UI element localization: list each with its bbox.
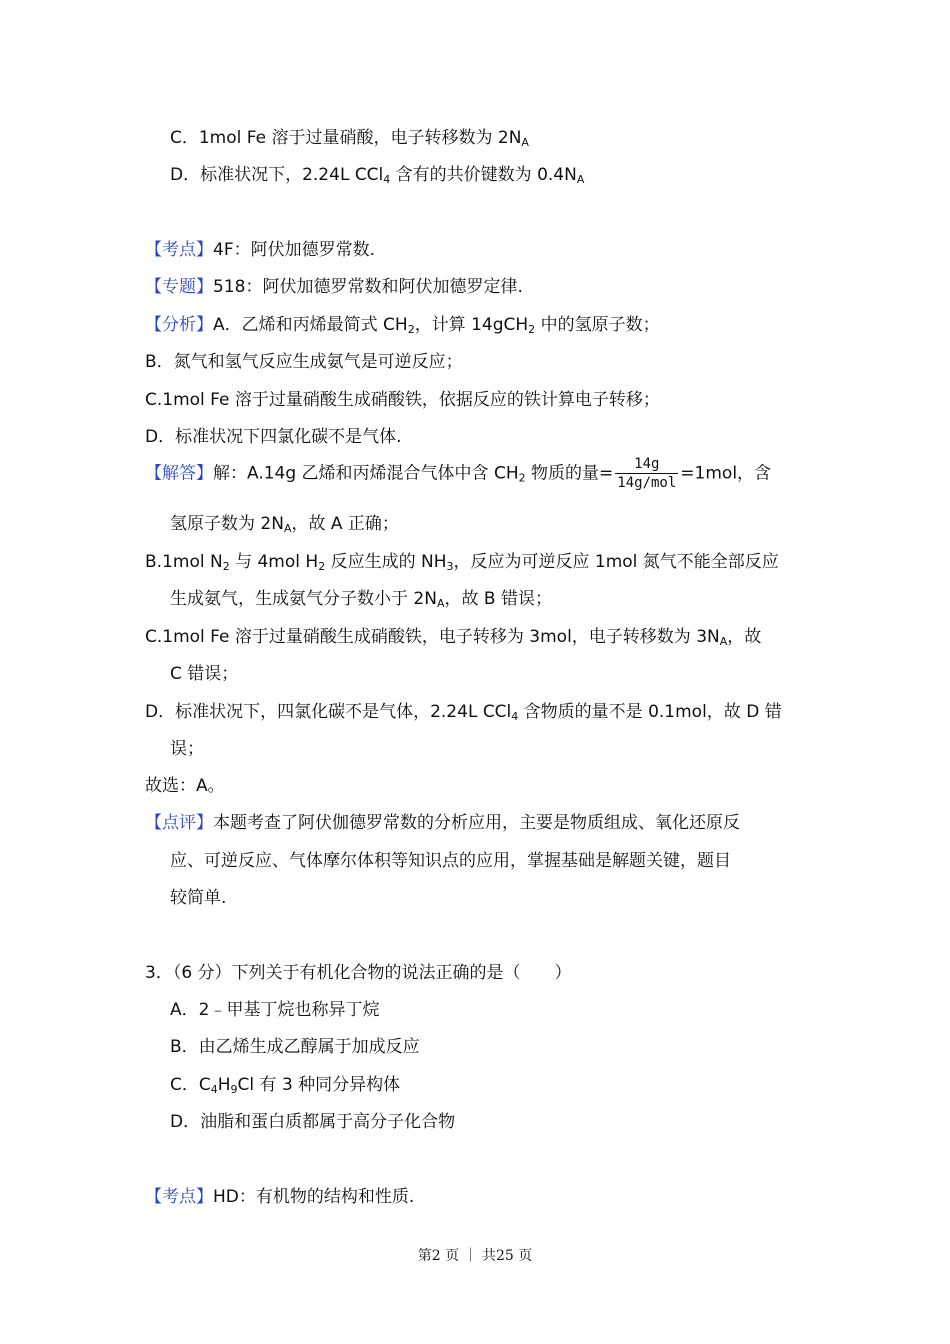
jieda: 【解答】解：A.14g 乙烯和丙烯混合气体中含 $CH_2$ 物质的量= $\frac{14g}{\text{14g/mol}}$ =1mol，含: [145, 456, 772, 491]
fraction-numerator: 14g: [615, 455, 678, 474]
jieda-d2: 误；: [170, 739, 204, 759]
option-c: C．1mol Fe 溶于过量硝酸，电子转移数为 $2N_A$: [170, 128, 529, 149]
fraction-denominator: 14g/mol: [617, 475, 677, 491]
dianping: 【点评】本题考查了阿伏伽德罗常数的分析应用，主要是物质组成、氧化还原反: [145, 813, 740, 833]
page-footer: 第2 页 ｜ 共25 页: [417, 1248, 533, 1264]
jieda-label: 【解答】: [145, 463, 213, 484]
fraction: [615, 455, 678, 492]
fenxi-b: B．氮气和氢气反应生成氨气是可逆反应；: [145, 352, 463, 372]
question-3-option-c: C．$C_4H_9Cl$ 有 3 种同分异构体: [170, 1075, 401, 1096]
kaodian-1: 【考点】4F：阿伏加德罗常数.: [145, 240, 375, 260]
zhuanti: 【专题】518：阿伏加德罗常数和阿伏加德罗定律.: [145, 277, 523, 297]
fenxi-label: 【分析】: [145, 315, 213, 335]
jieda-d1: D．标准状况下，四氯化碳不是气体，2.24L CCl$_4$ 含物质的量不是 0.1mol，故 D 错: [145, 702, 782, 723]
jieda-a2: 氢原子数为 $2N_A$，故 A 正确；: [170, 514, 399, 535]
fenxi-c: C.1mol Fe 溶于过量硝酸生成硝酸铁，依据反应的铁计算电子转移；: [145, 390, 660, 410]
zhuanti-label: 【专题】: [145, 277, 213, 297]
answer-choice: 故选：A。: [145, 776, 225, 796]
question-3-option-d: D．油脂和蛋白质都属于高分子化合物: [170, 1112, 456, 1132]
question-3-option-b: B．由乙烯生成乙醇属于加成反应: [170, 1037, 420, 1057]
option-d: D．标准状况下，2.24L CCl$_4$ 含有的共价键数为 $0.4N_A$: [170, 165, 585, 186]
fenxi: 【分析】A．乙烯和丙烯最简式 $CH_2$，计算 14gCH$_2$ 中的氢原子数；: [145, 315, 660, 336]
question-3: 3．（6 分）下列关于有机化合物的说法正确的是（ ）: [145, 963, 572, 983]
fenxi-d: D．标准状况下四氯化碳不是气体.: [145, 427, 402, 447]
dianping-label: 【点评】: [145, 813, 213, 833]
jieda-b2: 生成氨气，生成氨气分子数小于 $2N_A$，故 B 错误；: [170, 589, 552, 610]
kaodian-label: 【考点】: [145, 240, 213, 260]
jieda-c1: C.1mol Fe 溶于过量硝酸生成硝酸铁，电子转移为 3mol，电子转移数为 $3N_A$，故: [145, 627, 762, 648]
jieda-b1: B.1mol $N_2$ 与 4mol $H_2$ 反应生成的 $NH_3$，反应为可逆反应 1mol 氮气不能全部反应: [145, 552, 779, 573]
kaodian-2: 【考点】HD：有机物的结构和性质.: [145, 1187, 415, 1207]
question-3-option-a: A．2﹣甲基丁烷也称异丁烷: [170, 1000, 380, 1020]
dianping-line-3: 较简单.: [170, 888, 227, 908]
dianping-line-2: 应、可逆反应、气体摩尔体积等知识点的应用，掌握基础是解题关键，题目: [170, 851, 731, 871]
jieda-c2: C 错误；: [170, 664, 239, 684]
kaodian-label: 【考点】: [145, 1187, 213, 1207]
